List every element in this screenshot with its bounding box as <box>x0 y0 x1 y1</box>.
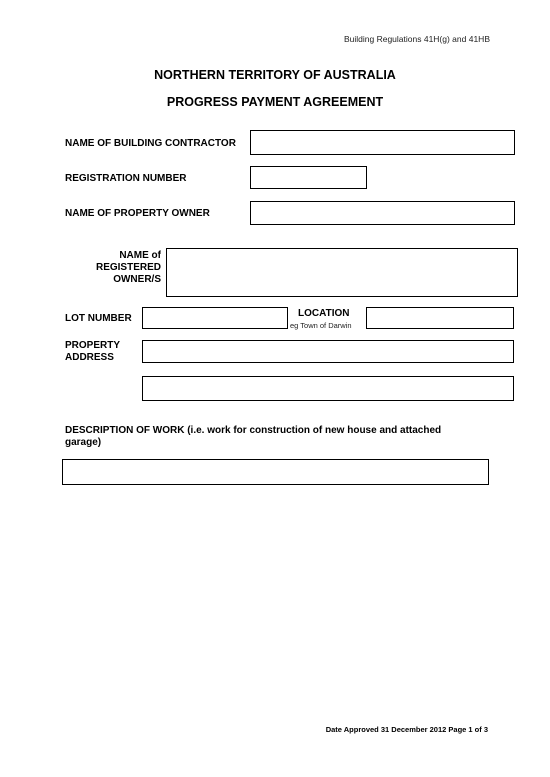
description-of-work-label-line2: garage) <box>65 437 102 448</box>
property-address-line1-field[interactable] <box>142 340 514 363</box>
property-owner-field[interactable] <box>250 201 515 225</box>
description-of-work-label-line1: DESCRIPTION OF WORK (i.e. work for construction of new house and attached <box>65 425 442 436</box>
description-of-work-label <box>65 425 485 449</box>
regulation-reference: Building Regulations 41H(g) and 41HB <box>343 34 490 44</box>
registration-number-label: REGISTRATION NUMBER <box>65 173 187 184</box>
property-owner-label: NAME OF PROPERTY OWNER <box>65 208 210 219</box>
building-contractor-label: NAME OF BUILDING CONTRACTOR <box>65 138 236 149</box>
building-contractor-field[interactable] <box>250 130 515 155</box>
property-address-label <box>65 340 120 364</box>
lot-number-label: LOT NUMBER <box>65 313 132 324</box>
document-title: PROGRESS PAYMENT AGREEMENT <box>166 95 384 109</box>
description-of-work-field[interactable] <box>62 459 489 485</box>
property-address-label-line1: PROPERTY <box>65 340 121 351</box>
registered-owners-label <box>70 250 161 286</box>
registered-owners-field[interactable] <box>166 248 518 297</box>
lot-number-field[interactable] <box>142 307 288 329</box>
registered-owners-label-line1: NAME of <box>119 250 161 261</box>
registered-owners-label-line2: REGISTERED <box>95 262 161 273</box>
property-address-label-line2: ADDRESS <box>65 352 114 363</box>
page-footer: Date Approved 31 December 2012 Page 1 of 3 <box>325 725 488 734</box>
property-address-line2-field[interactable] <box>142 376 514 401</box>
jurisdiction-title: NORTHERN TERRITORY OF AUSTRALIA <box>154 68 396 82</box>
location-field[interactable] <box>366 307 514 329</box>
location-label: LOCATION <box>298 308 350 319</box>
registration-number-field[interactable] <box>250 166 367 189</box>
location-hint: eg Town of Darwin <box>290 321 352 330</box>
registered-owners-label-line3: OWNER/S <box>113 274 161 285</box>
